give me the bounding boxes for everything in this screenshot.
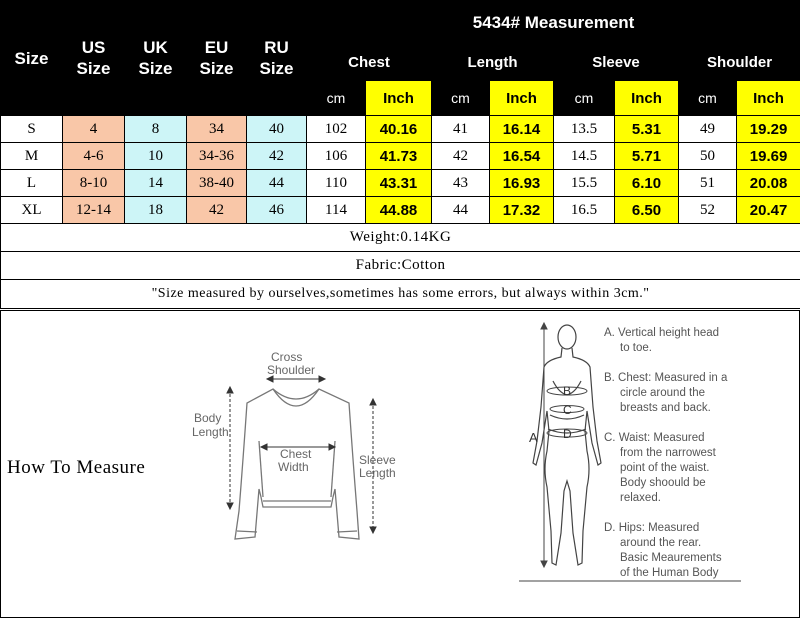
- length-cm-cell: 44: [432, 197, 490, 224]
- sleeve-length-label-2: Length: [359, 466, 396, 480]
- note-c-line-1: C. Waist: Measured: [604, 432, 705, 444]
- sleeve-cm-cell: 15.5: [554, 170, 615, 197]
- note-b-line-3: breasts and back.: [620, 402, 711, 414]
- body-letter-b: B: [563, 384, 572, 398]
- note-c-line-5: relaxed.: [620, 492, 661, 504]
- cross-shoulder-label-1: Cross: [271, 350, 303, 364]
- size-cell: S: [1, 116, 63, 143]
- length-inch-header: Inch: [490, 81, 554, 116]
- us-size-cell: 8-10: [63, 170, 125, 197]
- uk-size-cell: 14: [125, 170, 187, 197]
- measurement-notes: [604, 327, 728, 579]
- uk-size-cell: 18: [125, 197, 187, 224]
- ru-size-cell: 42: [247, 143, 307, 170]
- note-c-line-3: point of the waist.: [620, 462, 710, 474]
- eu-size-cell: 38-40: [187, 170, 247, 197]
- uk-size-cell: 10: [125, 143, 187, 170]
- note-d-line-3: Basic Meaurements: [620, 552, 722, 564]
- note-a-line-1: A. Vertical height head: [604, 327, 720, 339]
- sleeve-cm-header: cm: [554, 81, 615, 116]
- cross-shoulder-label-2: Shoulder: [267, 363, 316, 377]
- length-cm-cell: 43: [432, 170, 490, 197]
- us-size-cell: 4: [63, 116, 125, 143]
- chest-cm-cell: 110: [307, 170, 366, 197]
- sleeve-inch-cell: 5.71: [615, 143, 679, 170]
- shoulder-cm-header: cm: [679, 81, 737, 116]
- table-row: [1, 116, 800, 143]
- shoulder-cm-cell: 51: [679, 170, 737, 197]
- table-row: [1, 170, 800, 197]
- body-length-label-2: Length: [192, 425, 229, 439]
- length-cm-cell: 41: [432, 116, 490, 143]
- shoulder-cm-cell: 50: [679, 143, 737, 170]
- sleeve-inch-cell: 5.31: [615, 116, 679, 143]
- note-d-line-4: of the Human Body: [620, 567, 719, 579]
- chest-inch-cell: 44.88: [366, 197, 432, 224]
- length-cm-cell: 42: [432, 143, 490, 170]
- eu-size-cell: 34-36: [187, 143, 247, 170]
- chest-cm-cell: 114: [307, 197, 366, 224]
- chest-width-label-1: Chest: [280, 447, 312, 461]
- size-cell: L: [1, 170, 63, 197]
- sleeve-cm-cell: 13.5: [554, 116, 615, 143]
- sleeve-inch-cell: 6.50: [615, 197, 679, 224]
- note-b-line-1: B. Chest: Measured in a: [604, 372, 728, 384]
- chest-inch-cell: 40.16: [366, 116, 432, 143]
- body-letter-a: A: [529, 430, 538, 445]
- uk-size-cell: 8: [125, 116, 187, 143]
- us-size-header: US Size: [63, 1, 125, 116]
- sleeve-inch-cell: 6.10: [615, 170, 679, 197]
- measurement-title: 5434# Measurement: [307, 1, 800, 45]
- shoulder-inch-cell: 20.47: [737, 197, 800, 224]
- length-cm-header: cm: [432, 81, 490, 116]
- note-a-line-2: to toe.: [620, 342, 652, 354]
- sleeve-group-header: Sleeve: [554, 45, 679, 81]
- chest-cm-header: cm: [307, 81, 366, 116]
- chest-width-label-2: Width: [278, 460, 309, 474]
- chest-inch-cell: 43.31: [366, 170, 432, 197]
- size-header: Size: [1, 1, 63, 116]
- note-b-line-2: circle around the: [620, 387, 706, 399]
- length-inch-cell: 17.32: [490, 197, 554, 224]
- shoulder-inch-cell: 19.69: [737, 143, 800, 170]
- ru-size-cell: 40: [247, 116, 307, 143]
- length-inch-cell: 16.93: [490, 170, 554, 197]
- shoulder-inch-cell: 19.29: [737, 116, 800, 143]
- chest-group-header: Chest: [307, 45, 432, 81]
- note-d-line-1: D. Hips: Measured: [604, 522, 700, 534]
- disclaimer-row: "Size measured by ourselves,sometimes has some errors, but always within 3cm.": [1, 280, 800, 309]
- body-figure-illustration: [533, 325, 601, 565]
- chest-cm-cell: 106: [307, 143, 366, 170]
- shoulder-cm-cell: 49: [679, 116, 737, 143]
- uk-size-header: UK Size: [125, 1, 187, 116]
- how-to-measure-label: How To Measure: [7, 457, 146, 478]
- note-c-line-2: from the narrowest: [620, 447, 716, 459]
- us-size-cell: 4-6: [63, 143, 125, 170]
- sleeve-inch-header: Inch: [615, 81, 679, 116]
- table-row: [1, 197, 800, 224]
- note-c-line-4: Body shoould be: [620, 477, 706, 489]
- eu-size-cell: 34: [187, 116, 247, 143]
- table-row: [1, 143, 800, 170]
- shoulder-group-header: Shoulder: [679, 45, 800, 81]
- ru-size-cell: 44: [247, 170, 307, 197]
- ru-size-cell: 46: [247, 197, 307, 224]
- sleeve-cm-cell: 14.5: [554, 143, 615, 170]
- eu-size-cell: 42: [187, 197, 247, 224]
- note-d-line-2: around the rear.: [620, 537, 702, 549]
- chest-inch-header: Inch: [366, 81, 432, 116]
- body-letter-d: D: [563, 427, 572, 441]
- shoulder-inch-header: Inch: [737, 81, 800, 116]
- length-inch-cell: 16.14: [490, 116, 554, 143]
- measurement-diagram: [1, 311, 799, 617]
- weight-row: Weight:0.14KG: [1, 224, 800, 252]
- size-cell: XL: [1, 197, 63, 224]
- shoulder-inch-cell: 20.08: [737, 170, 800, 197]
- shoulder-cm-cell: 52: [679, 197, 737, 224]
- us-size-cell: 12-14: [63, 197, 125, 224]
- ru-size-header: RU Size: [247, 1, 307, 116]
- eu-size-header: EU Size: [187, 1, 247, 116]
- fabric-row: Fabric:Cotton: [1, 252, 800, 280]
- chest-cm-cell: 102: [307, 116, 366, 143]
- body-letter-c: C: [563, 403, 572, 417]
- chest-inch-cell: 41.73: [366, 143, 432, 170]
- sleeve-length-label-1: Sleeve: [359, 453, 396, 467]
- size-cell: M: [1, 143, 63, 170]
- length-group-header: Length: [432, 45, 554, 81]
- length-inch-cell: 16.54: [490, 143, 554, 170]
- body-length-label-1: Body: [194, 411, 222, 425]
- how-to-measure-panel: [0, 310, 800, 618]
- sleeve-cm-cell: 16.5: [554, 197, 615, 224]
